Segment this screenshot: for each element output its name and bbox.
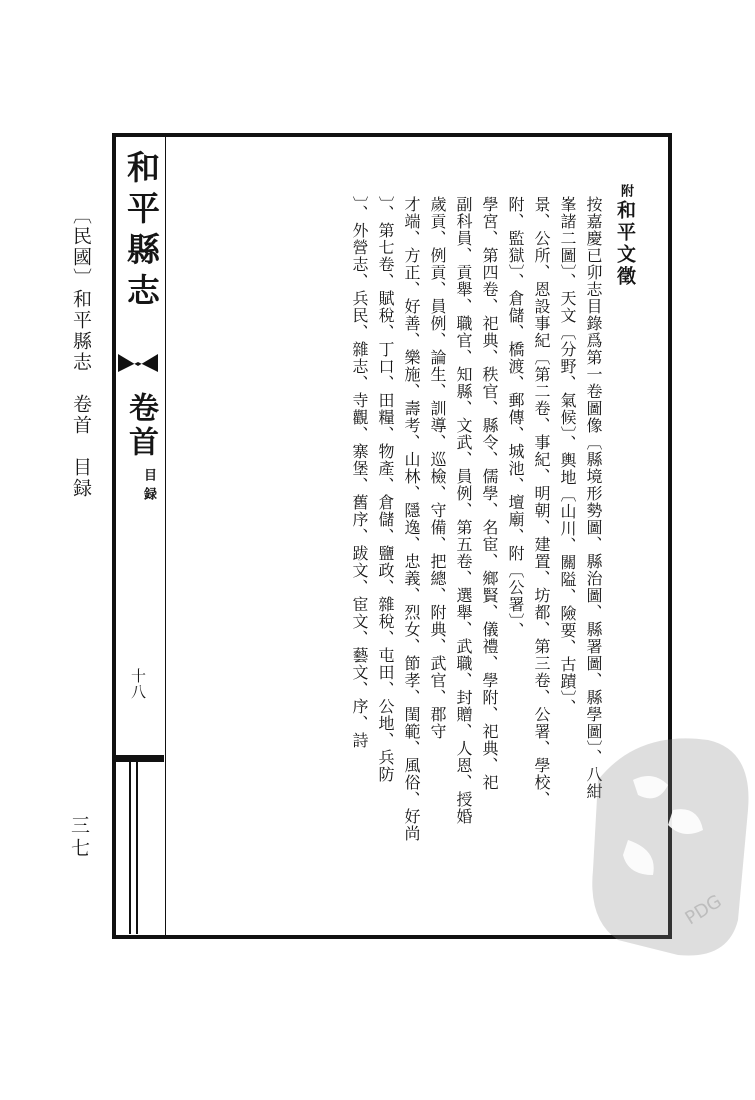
library-stamp bbox=[578, 720, 755, 970]
body-column-6: 副科員、貢舉、職官、知縣、文武、員例、第五卷、選舉、武職、封贈、人恩、授婚 bbox=[454, 196, 473, 825]
body-column-4: 附、監獄〕、倉儲、橋渡、郵傳、城池、壇廟、附〔公署〕、 bbox=[506, 196, 525, 639]
section-heading bbox=[612, 184, 639, 288]
body-column-2: 峯諸二圖〕、天文〔分野、氣候〕、輿地〔山川、關隘、險要、古蹟〕、 bbox=[558, 196, 577, 716]
section-prefix: 附 bbox=[618, 184, 633, 200]
body-column-5: 學宮、第四卷、祀典、秩官、縣令、儒學、名宦、鄉賢、儀禮、學附、祀典、祀 bbox=[480, 196, 499, 791]
body-column-7: 歲貢、例貢、員例、論生、訓導、巡檢、守備、把總、附典、武官、郡守 bbox=[428, 196, 447, 740]
section-title: 和平文徵 bbox=[614, 200, 636, 288]
body-column-10: 〕、外營志、兵民、雜志、寺觀、寨堡、舊序、跋文、宦文、藝文、序、詩 bbox=[350, 196, 369, 749]
bottom-block bbox=[115, 755, 164, 762]
fish-tail-ornament bbox=[116, 352, 160, 374]
body-column-1: 按嘉慶已卯志目錄爲第一卷圖像〔縣境形勢圖、縣治圖、縣署圖、縣學圖〕、八紺 bbox=[584, 196, 603, 800]
stamp-text: PDG bbox=[681, 890, 726, 930]
bottom-double-rule bbox=[129, 762, 138, 934]
body-column-9: 〕、第七卷、賦稅、丁口、田糧、物產、倉儲、鹽政、雜稅、屯田、公地、兵防 bbox=[376, 196, 395, 783]
margin-page-number: 三七 bbox=[68, 815, 90, 861]
folio-number: 十八 bbox=[129, 668, 147, 700]
frame-inner-rule bbox=[165, 137, 166, 935]
volume-title: 卷首 bbox=[123, 392, 158, 460]
body-column-3: 景、公所、恩設事紀〔第二卷、事紀、明朝、建置、坊都、第三卷、公署、學校、 bbox=[532, 196, 551, 808]
volume-subtitle: 目録 bbox=[141, 468, 156, 506]
body-column-8: 才端、方正、好善、樂施、壽考、山林、隱逸、忠義、烈女、節孝、閨範、風俗、好尚 bbox=[402, 196, 421, 842]
book-title: 和平縣志 bbox=[122, 150, 161, 314]
margin-header: 〔民國〕和平縣志 卷首 目録 bbox=[70, 205, 92, 499]
